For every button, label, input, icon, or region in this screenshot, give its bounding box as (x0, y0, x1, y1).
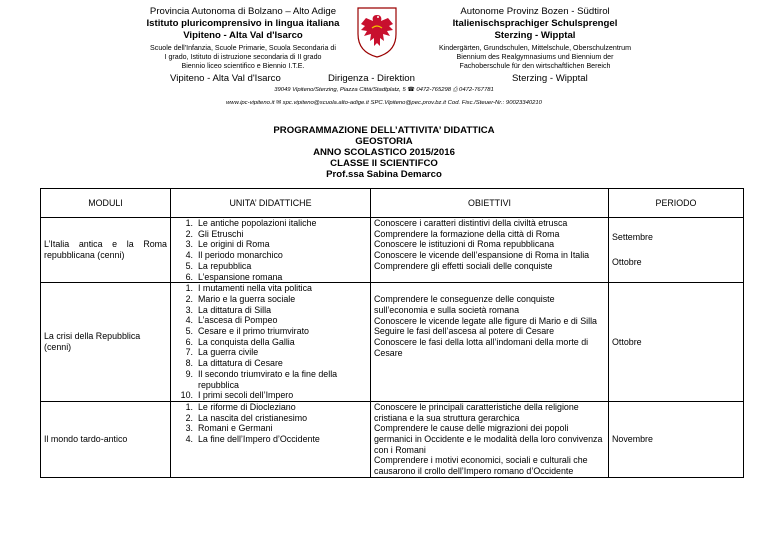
table-row (41, 401, 744, 477)
header-left-schools (118, 44, 368, 71)
doc-subject: GEOSTORIA (355, 136, 413, 147)
periodo-text: Novembre (612, 434, 653, 445)
list-item (174, 229, 367, 240)
unit-number: 2. (185, 412, 193, 423)
modulo-text: L’Italia antica e la Roma repubblicana (cenni) (44, 239, 167, 261)
unit-text: Le origini di Roma (198, 239, 270, 250)
obiettivo-text: Conoscere le vicende dell’espansione di Roma in Italia (374, 250, 590, 261)
units-cell (171, 401, 371, 477)
unit-text: Cesare e il primo triumvirato (198, 326, 309, 337)
list-item (174, 358, 367, 369)
list-item (174, 402, 367, 413)
unit-text: I mutamenti nella vita politica (198, 283, 312, 294)
obiettivo-text: Comprendere le conseguenze delle conquiste sull’economia e sulla società romana (374, 294, 555, 315)
col-header-obiettivi: OBIETTIVI (371, 189, 609, 218)
header-right-institute: Italienischsprachiger Schulsprengel (452, 18, 618, 29)
header-right-schools-line: Biennium des Realgymnasiums und Biennium der (456, 53, 614, 61)
unit-number: 2. (185, 293, 193, 304)
modulo-cell (41, 401, 171, 477)
unit-number: 5. (185, 260, 193, 271)
unit-number: 4. (185, 250, 193, 261)
header-right-location: Sterzing - Wipptal (494, 30, 576, 41)
header-direction: Dirigenza - Direktion (328, 73, 415, 84)
obiettivo-text: Conoscere i caratteri distintivi della civiltà etrusca (374, 218, 568, 228)
unit-text: La nascita del cristianesimo (198, 412, 308, 423)
obiettivo-text: Conoscere le istituzioni di Roma repubblicana (374, 239, 555, 250)
unit-text: La conquista della Gallia (198, 336, 295, 347)
header-left-schools-line: Scuole dell'Infanzia, Scuole Primarie, Scuola Secondaria di (150, 44, 336, 52)
modulo-cell (41, 218, 171, 283)
list-item (174, 294, 367, 305)
periodo-text: Settembre (612, 232, 653, 243)
list-item (174, 326, 367, 337)
unit-text: La guerra civile (198, 347, 259, 358)
list-item (174, 390, 367, 401)
unit-text: Mario e la guerra sociale (198, 293, 296, 304)
header-right-city: Sterzing - Wipptal (512, 73, 588, 84)
unit-text: Romani e Germani (198, 423, 273, 434)
list-item (174, 434, 367, 445)
unit-text: I primi secoli dell’Impero (198, 390, 294, 401)
modulo-text: La crisi della Repubblica (cenni) (44, 331, 141, 353)
list-item (174, 272, 367, 283)
unit-text: La repubblica (198, 260, 252, 271)
unit-number: 4. (185, 434, 193, 445)
unit-number: 6. (185, 271, 193, 282)
unit-number: 1. (185, 218, 193, 228)
unit-number: 9. (185, 368, 193, 379)
list-item (174, 423, 367, 434)
list-item (174, 250, 367, 261)
periodo-text: Ottobre (612, 336, 642, 347)
periodo-cell (609, 283, 744, 402)
units-cell (171, 218, 371, 283)
list-item (174, 337, 367, 348)
unit-text: L’espansione romana (198, 271, 283, 282)
list-item (174, 347, 367, 358)
unit-text: Gli Etruschi (198, 228, 244, 239)
unit-number: 4. (185, 315, 193, 326)
periodo-text: Ottobre (612, 257, 642, 268)
unit-text: Il secondo triumvirato e la fine della repubblica (198, 368, 338, 390)
list-item (174, 369, 367, 390)
header-address: 39049 Vipiteno/Sterzing, Piazza Città/Stadtplatz, 5 ☎ 0472-765298 ⎙ 0472-767781 (274, 87, 494, 93)
header-contacts: www.ipc-vipiteno.it ✉ spc.vipiteno@scuola.alto-adige.it SPC.Vipiteno@pec.prov.bz.it Cod. Fisc./Steuer-Nr.: 90023340210 (226, 100, 542, 106)
obiettivo-text: Conoscere le fasi della lotta all’indomani della morte di Cesare (374, 337, 589, 358)
header-left-schools-line: Biennio liceo scientifico e Biennio I.T.E. (181, 62, 305, 70)
list-item (174, 261, 367, 272)
list-item (174, 218, 367, 229)
list-item (174, 239, 367, 250)
unit-number: 3. (185, 423, 193, 434)
modulo-cell (41, 283, 171, 402)
unit-text: Le antiche popolazioni italiche (198, 218, 317, 228)
periodo-cell (609, 401, 744, 477)
doc-class: CLASSE II SCIENTIFCO (330, 158, 438, 169)
periodo-cell (609, 218, 744, 283)
col-header-periodo: PERIODO (609, 189, 744, 218)
header-left-institute: Istituto pluricomprensivo in lingua italiana (146, 18, 340, 29)
coat-of-arms-eagle-icon (356, 6, 398, 58)
header-right-schools-line: Fachoberschule für den wirtschaftlichen Bereich (459, 62, 611, 70)
header-right-schools-line: Kindergärten, Grundschulen, Mittelschule, Oberschulzentrum (438, 44, 632, 52)
doc-school-year: ANNO SCOLASTICO 2015/2016 (313, 147, 455, 158)
obiettivo-text: Comprendere le cause delle migrazioni dei popoli germanici in Occidente e le modalità della loro convivenza con i Romani (374, 423, 603, 455)
unit-number: 1. (185, 401, 193, 412)
table-header-row (41, 189, 744, 218)
obiettivo-text: Seguire le fasi dell’ascesa al potere di Cesare (374, 326, 555, 337)
unit-number: 5. (185, 326, 193, 337)
obiettivo-text: Comprendere i motivi economici, sociali e culturali che causarono il crollo dell’Impero romano d’Occidente (374, 455, 588, 477)
obiettivo-text: Conoscere le vicende legate alle figure di Mario e di Silla (374, 315, 597, 326)
col-header-unita: UNITA’ DIDATTICHE (171, 189, 371, 218)
unit-text: L’ascesa di Pompeo (198, 315, 278, 326)
unit-text: Le riforme di Diocleziano (198, 401, 296, 412)
obiettivi-cell (371, 283, 609, 402)
unit-text: La dittatura di Cesare (198, 358, 283, 369)
unit-number: 10. (180, 390, 193, 401)
unit-number: 2. (185, 228, 193, 239)
list-item (174, 315, 367, 326)
table-row (41, 283, 744, 402)
modulo-text: Il mondo tardo-antico (44, 434, 128, 445)
unit-text: La fine dell’Impero d’Occidente (198, 434, 320, 445)
programme-table (40, 188, 744, 478)
obiettivo-text: Conoscere le principali caratteristiche della religione cristiana e la sua struttura gerarchica (374, 401, 579, 423)
obiettivi-cell (371, 401, 609, 477)
obiettivi-cell (371, 218, 609, 283)
unit-number: 3. (185, 239, 193, 250)
header-right-province: Autonome Provinz Bozen - Südtirol (460, 6, 610, 17)
unit-number: 7. (185, 347, 193, 358)
list-item (174, 283, 367, 294)
list-item (174, 305, 367, 316)
header-left-schools-line: I grado, Istituto di istruzione secondaria di II grado (164, 53, 322, 61)
unit-text: La dittatura di Silla (198, 304, 272, 315)
obiettivo-text: Comprendere gli effetti sociali delle conquiste (374, 260, 553, 271)
obiettivo-text: Comprendere la formazione della città di Roma (374, 228, 560, 239)
unit-number: 6. (185, 336, 193, 347)
header-left-location: Vipiteno - Alta Val d'Isarco (183, 30, 303, 41)
doc-teacher: Prof.ssa Sabina Demarco (326, 169, 442, 180)
unit-number: 8. (185, 358, 193, 369)
unit-number: 3. (185, 304, 193, 315)
unit-text: Il periodo monarchico (198, 250, 283, 261)
header-left-city: Vipiteno - Alta Val d'Isarco (170, 73, 281, 84)
col-header-moduli: MODULI (41, 189, 171, 218)
header-right-schools (400, 44, 670, 71)
table-row (41, 218, 744, 283)
units-cell (171, 283, 371, 402)
header-left-province: Provincia Autonoma di Bolzano – Alto Adige (149, 6, 337, 17)
list-item (174, 413, 367, 424)
unit-number: 1. (185, 283, 193, 294)
doc-title: PROGRAMMAZIONE DELL’ATTIVITA’ DIDATTICA (273, 125, 495, 136)
